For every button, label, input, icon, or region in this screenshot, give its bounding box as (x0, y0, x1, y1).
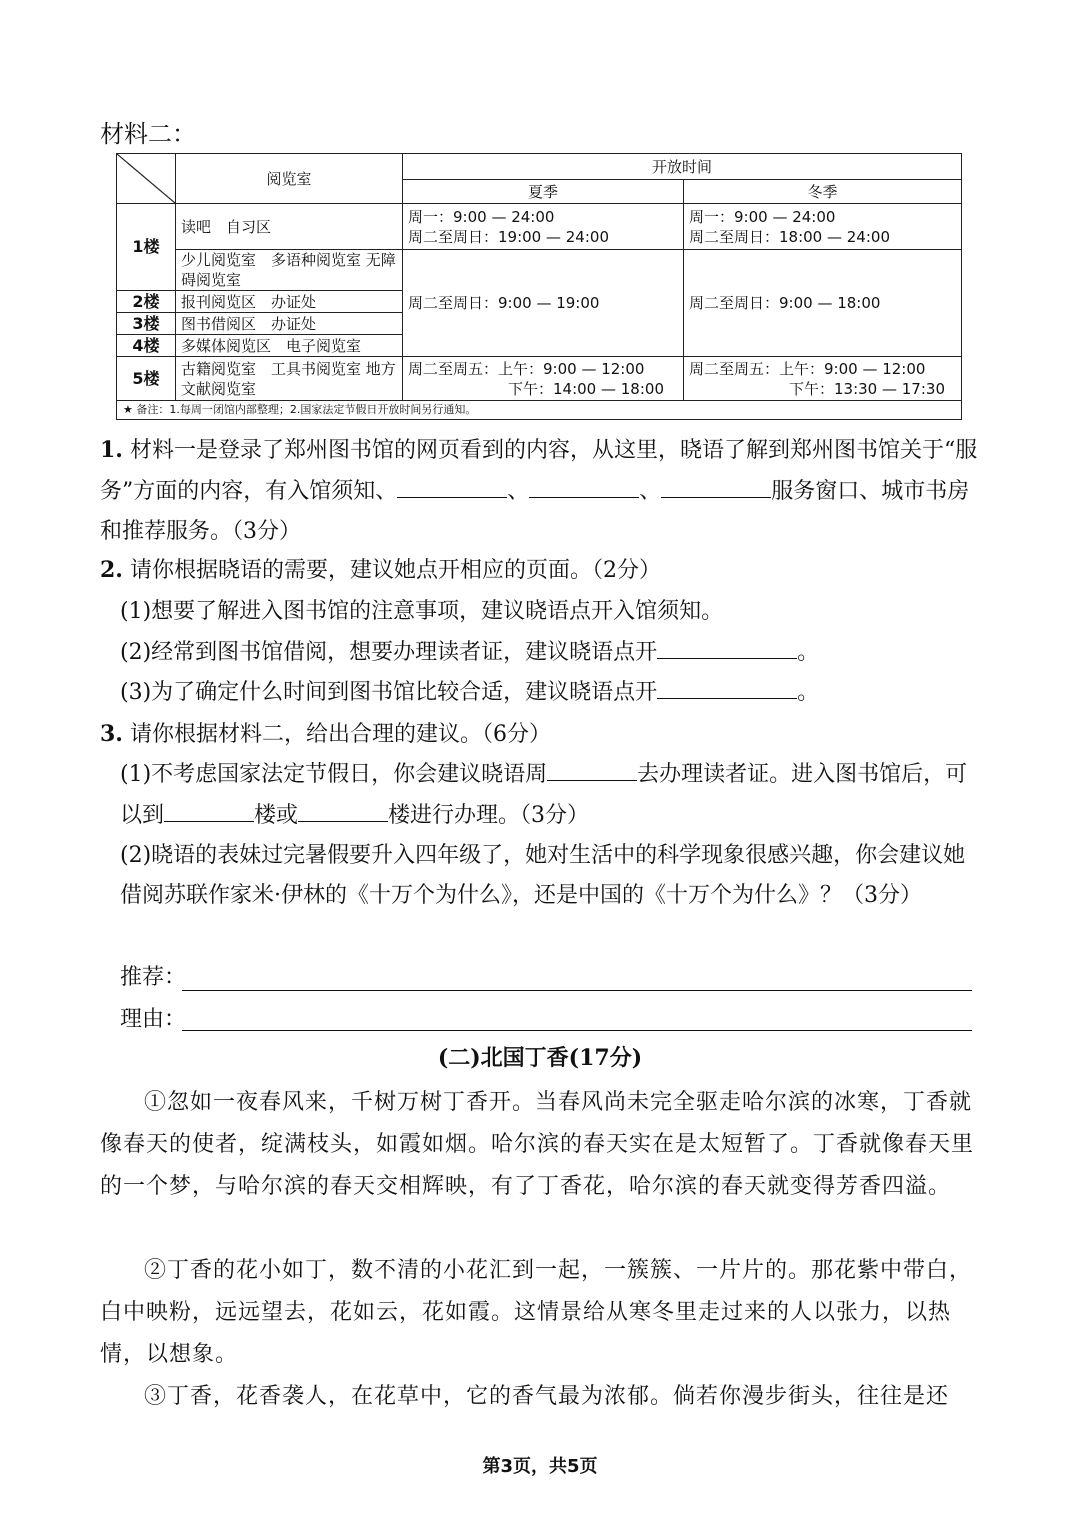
period: 。 (797, 640, 820, 665)
answer-blank-2-2[interactable] (657, 632, 797, 659)
question-2-text: 请你根据晓语的需要，建议她点开相应的页面。（2分） (129, 558, 661, 583)
reason-label: 理由： (120, 1007, 187, 1032)
library-hours-table (116, 153, 962, 420)
winter-row5-line2: 下午：13:30 — 17:30 (789, 379, 945, 398)
question-3-1-text-d: 楼进行办理。（3分） (388, 803, 590, 828)
answer-blank-3-weekday[interactable] (547, 754, 637, 781)
question-3-1-text-b: 去办理读者证。进入图书馆后，可以到 (120, 762, 968, 828)
paragraph-1: ①忽如一夜春风来，千树万树丁香开。当春风尚未完全驱走哈尔滨的冰寒，丁香就像春天的使者，绽满枝头，如霞如烟。哈尔滨的春天实在是太短暂了。丁香就像春天里的一个梦，与哈尔滨的春天交相辉映，有了丁香花，哈尔滨的春天就变得芳香四溢。 (100, 1090, 975, 1199)
room-floor3: 图书借阅区 办证处 (176, 313, 403, 335)
question-3-2: (2)晓语的表妹过完暑假要升入四年级了，她对生活中的科学现象很感兴趣，你会建议她借阅苏联作家米·伊林的《十万个为什么》，还是中国的《十万个为什么》？（3分） (120, 843, 966, 908)
answer-blank-1b[interactable] (529, 471, 639, 498)
room-floor4: 多媒体阅览区 电子阅览室 (176, 335, 403, 357)
answer-blank-1a[interactable] (397, 471, 507, 498)
paragraph-2: ②丁香的花小如丁，数不清的小花汇到一起，一簇簇、一片片的。那花紫中带白，白中映粉，远远望去，花如云，花如霞。这情景给从寒冬里走过来的人以张力，以热情，以想象。 (100, 1258, 973, 1367)
question-2-number: 2. (100, 557, 123, 583)
summer-row1-line2: 周二至周日：19:00 — 24:00 (408, 227, 609, 246)
question-2-3 (120, 672, 980, 713)
header-winter: 冬季 (684, 180, 962, 204)
answer-blank-3-floor-b[interactable] (298, 795, 388, 822)
paragraph-3: ③丁香，花香袭人，在花草中，它的香气最为浓郁。倘若你漫步街头，往往是还 (144, 1384, 950, 1409)
header-reading-room: 阅览室 (176, 154, 403, 204)
question-2-2 (120, 632, 980, 673)
diagonal-line (117, 154, 175, 203)
separator: 、 (639, 479, 662, 504)
summer-row5-line2: 下午：14:00 — 18:00 (508, 379, 664, 398)
question-1-text-b: 服务窗口、城市书房和推荐服务。（3分） (100, 479, 970, 544)
room-floor2: 报刊阅览区 办证处 (176, 291, 403, 313)
question-2-2-text: (2)经常到图书馆借阅，想要办理读者证，建议晓语点开 (120, 640, 658, 665)
question-1 (100, 430, 980, 552)
summer-row1-line1: 周一：9:00 — 24:00 (408, 207, 555, 226)
page-footer: 第3页，共5页 (482, 1456, 598, 1477)
summer-row5 (403, 357, 684, 401)
recommend-answer-line[interactable] (182, 990, 972, 991)
question-2-3-text: (3)为了确定什么时间到图书馆比较合适，建议晓语点开 (120, 680, 658, 705)
question-2 (100, 550, 980, 591)
answer-blank-1c[interactable] (661, 471, 771, 498)
question-2-1: (1)想要了解进入图书馆的注意事项，建议晓语点开入馆须知。 (120, 599, 724, 624)
room-floor1b: 少儿阅览室 多语种阅览室 无障碍阅览室 (176, 250, 403, 291)
room-floor5: 古籍阅览室 工具书阅览室 地方文献阅览室 (176, 357, 403, 401)
question-1-text-a: 材料一是登录了郑州图书馆的网页看到的内容，从这里，晓语了解到郑州图书馆关于“服务”方面的内容，有入馆须知、 (100, 438, 978, 504)
question-3-1 (120, 754, 980, 836)
question-1-number: 1. (100, 437, 123, 463)
summer-mid: 周二至周日：9:00 — 19:00 (403, 250, 684, 357)
room-floor1a: 读吧 自习区 (176, 204, 403, 250)
winter-row5-line1: 周二至周五：上午：9:00 — 12:00 (689, 359, 926, 378)
header-summer: 夏季 (403, 180, 684, 204)
question-3-1-text-c: 楼或 (254, 803, 299, 828)
question-3-number: 3. (100, 721, 123, 747)
answer-blank-2-3[interactable] (657, 672, 797, 699)
table-note: ★ 备注：1.每周一闭馆内部整理；2.国家法定节假日开放时间另行通知。 (117, 401, 962, 420)
floor-1: 1楼 (117, 204, 176, 291)
question-3-1-text-a: (1)不考虑国家法定节假日，你会建议晓语周 (120, 762, 548, 787)
header-open-time: 开放时间 (403, 154, 962, 180)
floor-3: 3楼 (117, 313, 176, 335)
material-label: 材料二： (100, 120, 196, 148)
floor-4: 4楼 (117, 335, 176, 357)
reason-answer-line[interactable] (182, 1030, 972, 1031)
table-corner-cell (117, 154, 176, 204)
winter-row5 (684, 357, 962, 401)
answer-blank-3-floor-a[interactable] (164, 795, 254, 822)
winter-row1-line2: 周二至周日：18:00 — 24:00 (689, 227, 890, 246)
summer-row5-line1: 周二至周五：上午：9:00 — 12:00 (408, 359, 645, 378)
winter-mid: 周二至周日：9:00 — 18:00 (684, 250, 962, 357)
summer-row1 (403, 204, 684, 250)
period: 。 (797, 680, 820, 705)
question-3 (100, 714, 980, 755)
floor-2: 2楼 (117, 291, 176, 313)
recommend-label: 推荐： (120, 965, 187, 990)
floor-5: 5楼 (117, 357, 176, 401)
separator: 、 (507, 479, 530, 504)
question-3-text: 请你根据材料二，给出合理的建议。（6分） (129, 722, 551, 747)
winter-row1 (684, 204, 962, 250)
winter-row1-line1: 周一：9:00 — 24:00 (689, 207, 836, 226)
section-title: (二)北国丁香(17分) (437, 1045, 643, 1071)
